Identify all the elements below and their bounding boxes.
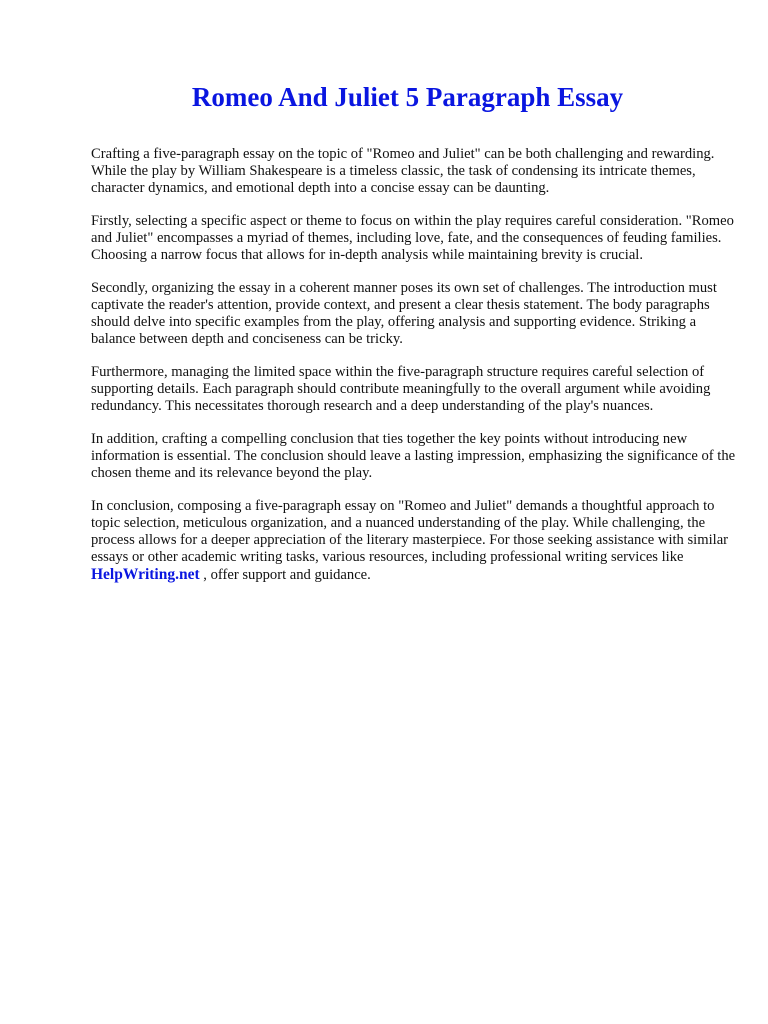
paragraph-5: In addition, crafting a compelling conclusion that ties together the key points without introducing new information is essential. The conclusion should leave a lasting impression, emphasizing the significance of the chosen theme and its relevance beyond the play. xyxy=(91,431,736,481)
paragraph-4: Furthermore, managing the limited space within the five-paragraph structure requires careful selection of supporting details. Each paragraph should contribute meaningfully to the overall argument while avoiding redundancy. This necessitates thorough research and a deep understanding of the play's nuances. xyxy=(91,364,711,414)
paragraph-2: Firstly, selecting a specific aspect or theme to focus on within the play requires careful consideration. "Romeo and Juliet" encompasses a myriad of themes, including love, fate, and the consequences of feuding families. Choosing a narrow focus that allows for in-depth analysis while maintaining brevity is crucial. xyxy=(91,213,734,263)
paragraph-3: Secondly, organizing the essay in a coherent manner poses its own set of challenges. The introduction must captivate the reader's attention, provide context, and present a clear thesis statement. The body paragraphs should delve into specific examples from the play, offering analysis and supporting evidence. Striking a balance between depth and conciseness can be tricky. xyxy=(91,280,717,347)
helpwriting-link[interactable]: HelpWriting.net xyxy=(91,566,200,583)
paragraph-6-text-before-link: In conclusion, composing a five-paragraph essay on "Romeo and Juliet" demands a thoughtful approach to topic selection, meticulous organization, and a nuanced understanding of the play. While challenging, the process allows for a deeper appreciation of the literary masterpiece. For those seeking assistance with similar essays or other academic writing tasks, various resources, including professional writing services like xyxy=(91,498,729,565)
paragraph-6 xyxy=(91,498,736,584)
paragraph-1: Crafting a five-paragraph essay on the topic of "Romeo and Juliet" can be both challenging and rewarding. While the play by William Shakespeare is a timeless classic, the task of condensing its intricate themes, character dynamics, and emotional depth into a concise essay can be daunting. xyxy=(91,146,715,196)
paragraph-6-text-after-link: , offer support and guidance. xyxy=(199,567,371,583)
page-title: Romeo And Juliet 5 Paragraph Essay xyxy=(191,82,624,112)
essay-body xyxy=(91,146,736,600)
